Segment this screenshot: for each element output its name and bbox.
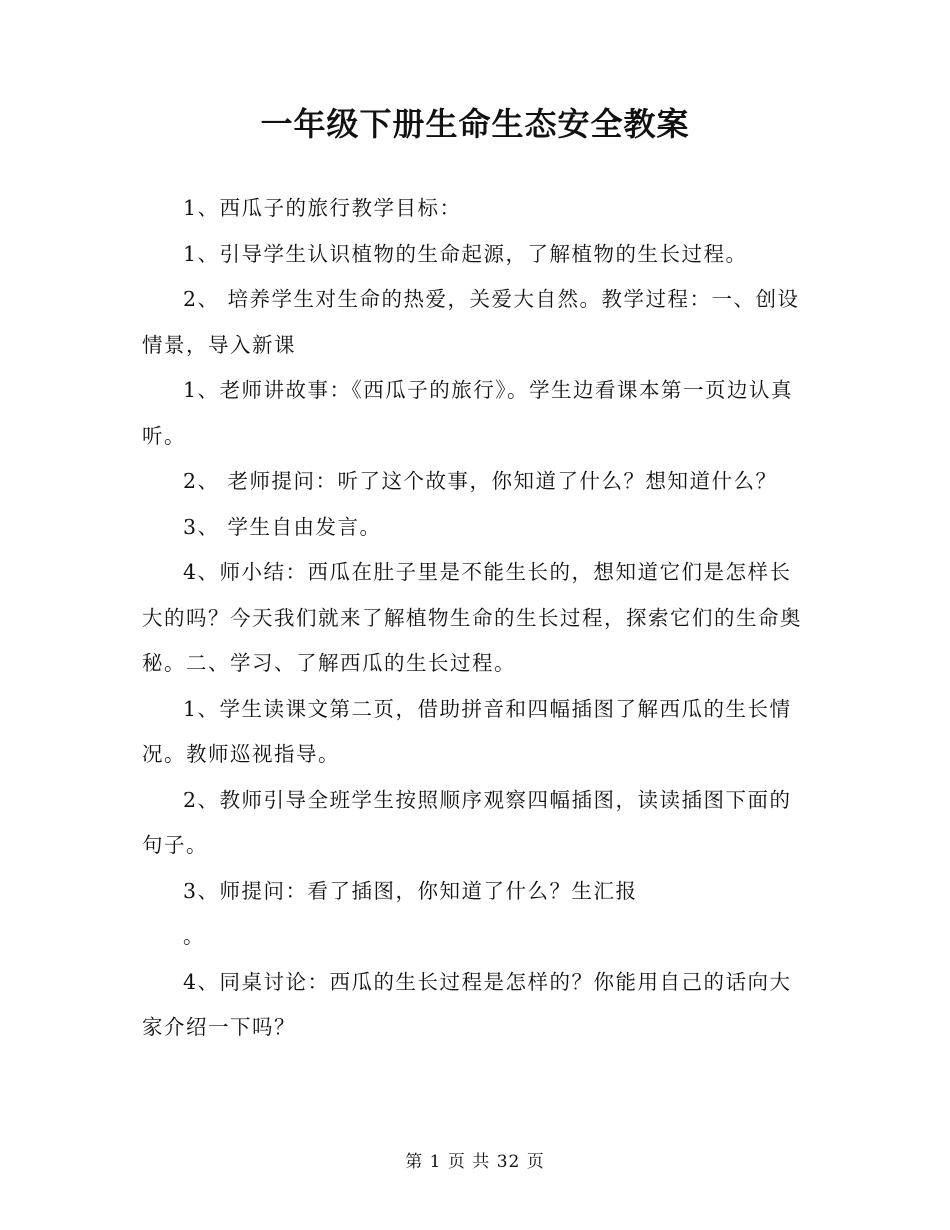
- document-title: 一年级下册生命生态安全教案: [260, 105, 690, 143]
- paragraph: 1、西瓜子的旅行教学目标：: [183, 196, 462, 220]
- paragraph: 3、 学生自由发言。: [183, 514, 382, 539]
- paragraph: 4、师小结：西瓜在肚子里是不能生长的，想知道它们是怎样长大的吗？今天我们就来了解植物生命的生长过程，探索它们的生命奥秘。二、学习、了解西瓜的生长过程。: [142, 560, 802, 675]
- paragraph: 1、引导学生认识植物的生命起源，了解植物的生长过程。: [183, 241, 748, 266]
- paragraph: 2、 培养学生对生命的热爱，关爱大自然。教学过程：一、创设情景，导入新课: [142, 287, 800, 357]
- paragraph: 2、 老师提问：听了这个故事，你知道了什么？想知道什么？: [183, 469, 778, 493]
- document-body: [142, 186, 808, 1051]
- paragraph: 2、教师引导全班学生按照顺序观察四幅插图，读读插图下面的句子。: [142, 787, 792, 857]
- paragraph: 。: [183, 924, 205, 948]
- paragraph: 1、学生读课文第二页，借助拼音和四幅插图了解西瓜的生长情况。教师巡视指导。: [142, 696, 792, 766]
- paragraph: 1、老师讲故事：《西瓜子的旅行》。学生边看课本第一页边认真听。: [142, 378, 794, 448]
- page-number-footer: 第 1 页 共 32 页: [405, 1152, 545, 1172]
- paragraph: 3、师提问：看了插图，你知道了什么？生汇报: [183, 878, 638, 903]
- paragraph: 4、同桌讨论：西瓜的生长过程是怎样的？你能用自己的话向大家介绍一下吗？: [142, 969, 792, 1039]
